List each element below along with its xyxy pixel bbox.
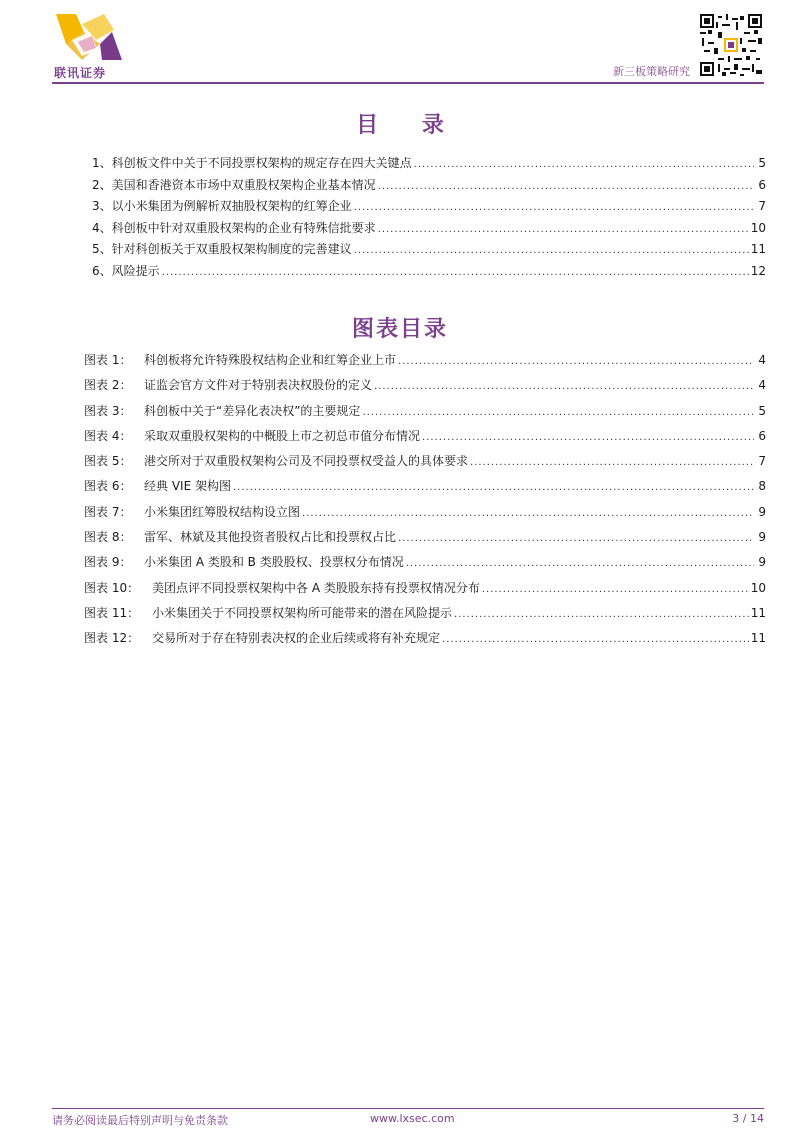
dot-leader bbox=[378, 179, 754, 195]
figure-label: 小米集团关于不同投票权架构所可能带来的潜在风险提示 bbox=[152, 605, 453, 620]
dot-leader bbox=[302, 506, 754, 522]
dot-leader bbox=[398, 531, 754, 547]
figure-page: 11 bbox=[750, 631, 766, 646]
logo-icon bbox=[52, 10, 132, 66]
toc-entry-page: 10 bbox=[750, 220, 766, 235]
figure-number: 图表 10： bbox=[84, 580, 140, 595]
figure-page: 9 bbox=[758, 530, 766, 545]
figure-page: 8 bbox=[758, 479, 766, 494]
dot-leader bbox=[354, 200, 754, 216]
toc-entry-page: 12 bbox=[750, 263, 766, 278]
website-link[interactable]: www.lxsec.com bbox=[370, 1112, 455, 1125]
figure-label: 小米集团 A 类股和 B 类股股权、投票权分布情况 bbox=[144, 555, 404, 570]
toc-entry-page: 6 bbox=[758, 177, 766, 192]
figure-label: 小米集团红筹股权结构设立图 bbox=[144, 504, 301, 519]
figure-number: 图表 12： bbox=[84, 631, 140, 646]
toc-entry[interactable] bbox=[92, 241, 766, 263]
figure-label: 科创板中关于“差异化表决权”的主要规定 bbox=[144, 403, 361, 418]
toc-entry-label: 5、针对科创板关于双重股权架构制度的完善建议 bbox=[92, 242, 352, 256]
qr-code-icon bbox=[700, 14, 762, 76]
toc-entry-label: 4、科创板中针对双重股权架构的企业有特殊信批要求 bbox=[92, 220, 376, 235]
figure-label: 证监会官方文件对于特别表决权股份的定义 bbox=[144, 378, 373, 393]
footer-divider bbox=[52, 1108, 764, 1109]
dot-leader bbox=[362, 405, 754, 421]
figure-page: 9 bbox=[758, 504, 766, 519]
figure-number: 图表 4： bbox=[84, 428, 132, 443]
figure-entry[interactable] bbox=[84, 605, 766, 630]
figure-number: 图表 3： bbox=[84, 403, 132, 418]
figure-list-title: 图表目录 bbox=[351, 316, 448, 342]
dot-leader bbox=[454, 607, 749, 623]
toc-entry-label: 1、科创板文件中关于不同投票权架构的规定存在四大关键点 bbox=[92, 156, 412, 170]
figure-page: 6 bbox=[758, 428, 766, 443]
brand-name: 联讯证券 bbox=[54, 66, 107, 80]
toc-entry-page: 5 bbox=[758, 156, 766, 170]
figure-entry[interactable] bbox=[84, 580, 766, 605]
figure-page: 5 bbox=[758, 403, 766, 418]
figure-entry[interactable] bbox=[84, 428, 766, 453]
dot-leader bbox=[354, 243, 749, 259]
dot-leader bbox=[406, 556, 754, 572]
toc-entry-page: 11 bbox=[750, 242, 766, 256]
figure-label: 港交所对于双重股权架构公司及不同投票权受益人的具体要求 bbox=[144, 454, 469, 469]
figure-entry[interactable] bbox=[84, 529, 766, 554]
figure-list bbox=[84, 352, 766, 656]
figure-number: 图表 7： bbox=[84, 504, 132, 519]
figure-page: 9 bbox=[758, 555, 766, 570]
figure-number: 图表 8： bbox=[84, 530, 132, 545]
toc-entry[interactable] bbox=[92, 263, 766, 285]
figure-entry[interactable] bbox=[84, 352, 766, 377]
figure-number: 图表 11： bbox=[84, 605, 140, 620]
toc-entry-label: 2、美国和香港资本市场中双重股权架构企业基本情况 bbox=[92, 177, 376, 192]
figure-label: 科创板将允许特殊股权结构企业和红筹企业上市 bbox=[144, 353, 397, 367]
dot-leader bbox=[378, 222, 749, 238]
figure-page: 11 bbox=[750, 605, 766, 620]
figure-label: 采取双重股权架构的中概股上市之初总市值分布情况 bbox=[144, 428, 421, 443]
figure-label: 美团点评不同投票权架构中各 A 类股股东持有投票权情况分布 bbox=[152, 580, 480, 595]
dot-leader bbox=[162, 265, 749, 281]
figure-entry[interactable] bbox=[84, 478, 766, 503]
toc-entry-label: 6、风险提示 bbox=[92, 263, 160, 278]
dot-leader bbox=[482, 582, 749, 598]
disclaimer-text: 请务必阅读最后特别声明与免责条款 bbox=[52, 1114, 228, 1127]
figure-entry[interactable] bbox=[84, 504, 766, 529]
dot-leader bbox=[422, 430, 754, 446]
dot-leader bbox=[470, 455, 754, 471]
dot-leader bbox=[233, 480, 754, 496]
figure-label: 雷军、林斌及其他投资者股权占比和投票权占比 bbox=[144, 530, 397, 545]
toc-list bbox=[92, 155, 766, 284]
toc-entry[interactable] bbox=[92, 220, 766, 242]
toc-title: 目 录 bbox=[356, 112, 462, 138]
header-divider bbox=[52, 82, 764, 84]
figure-number: 图表 5： bbox=[84, 454, 132, 469]
figure-number: 图表 2： bbox=[84, 378, 132, 393]
report-category: 新三板策略研究 bbox=[613, 65, 690, 78]
figure-page: 4 bbox=[758, 378, 766, 393]
figure-entry[interactable] bbox=[84, 403, 766, 428]
figure-label: 经典 VIE 架构图 bbox=[144, 479, 231, 494]
dot-leader bbox=[414, 157, 754, 173]
figure-page: 4 bbox=[758, 353, 766, 367]
figure-number: 图表 9： bbox=[84, 555, 132, 570]
figure-label: 交易所对于存在特别表决权的企业后续或将有补充规定 bbox=[152, 631, 441, 646]
figure-entry[interactable] bbox=[84, 377, 766, 402]
page-header bbox=[0, 0, 800, 90]
toc-entry[interactable] bbox=[92, 198, 766, 220]
figure-entry[interactable] bbox=[84, 554, 766, 579]
toc-entry[interactable] bbox=[92, 177, 766, 199]
dot-leader bbox=[398, 354, 754, 370]
toc-entry-label: 3、以小米集团为例解析双抽股权架构的红筹企业 bbox=[92, 199, 352, 213]
figure-entry[interactable] bbox=[84, 630, 766, 655]
figure-entry[interactable] bbox=[84, 453, 766, 478]
dot-leader bbox=[442, 632, 749, 648]
toc-entry[interactable] bbox=[92, 155, 766, 177]
toc-entry-page: 7 bbox=[758, 199, 766, 213]
figure-page: 7 bbox=[758, 454, 766, 469]
figure-number: 图表 1： bbox=[84, 353, 132, 367]
page-number: 3 / 14 bbox=[732, 1112, 764, 1125]
figure-number: 图表 6： bbox=[84, 479, 132, 494]
figure-page: 10 bbox=[750, 580, 766, 595]
dot-leader bbox=[374, 379, 754, 395]
